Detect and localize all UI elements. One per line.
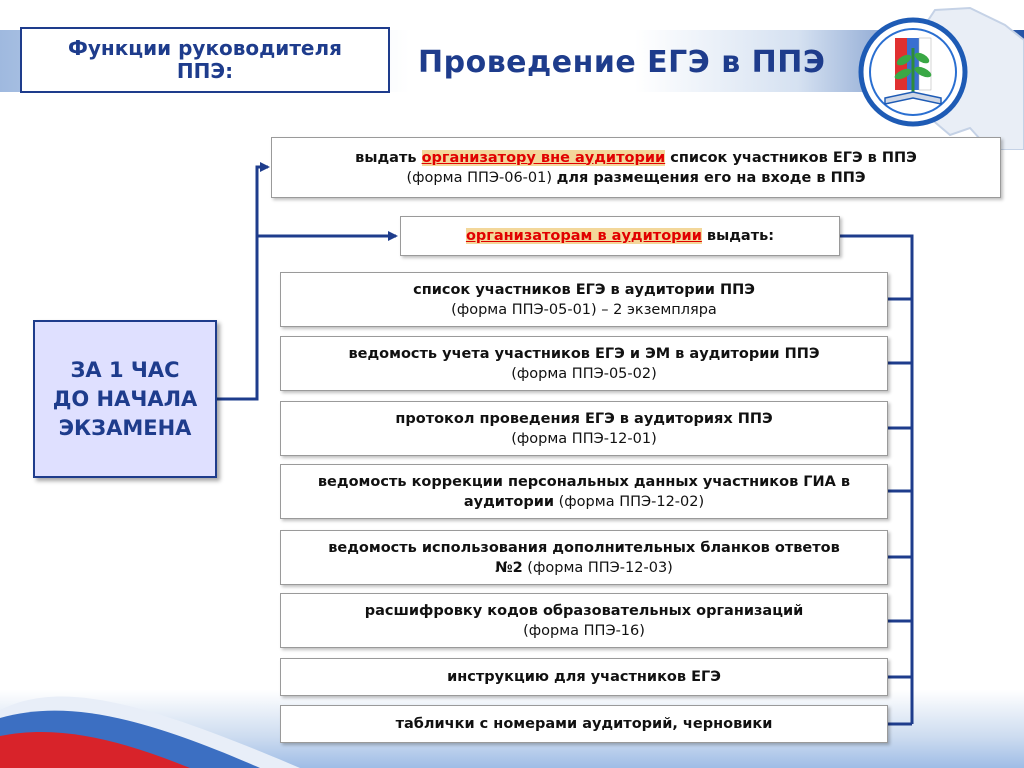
list-item: расшифровку кодов образовательных организаций (форма ППЭ-16) — [280, 593, 888, 648]
outside-organizer-line1: выдать организатору вне аудитории список участников ЕГЭ в ППЭ — [355, 149, 917, 166]
list-item: ведомость коррекции персональных данных участников ГИА в аудитории (форма ППЭ-12-02) — [280, 464, 888, 519]
list-item: ведомость учета участников ЕГЭ и ЭМ в аудитории ППЭ (форма ППЭ-05-02) — [280, 336, 888, 391]
list-item: инструкцию для участников ЕГЭ — [280, 658, 888, 696]
time-before-exam-box — [33, 320, 217, 478]
outside-organizer-box — [271, 137, 1001, 198]
highlight-outside-organizer: организатору вне аудитории — [421, 149, 666, 166]
list-item: протокол проведения ЕГЭ в аудиториях ППЭ (форма ППЭ-12-01) — [280, 401, 888, 456]
outside-organizer-line2: (форма ППЭ-06-01) для размещения его на входе в ППЭ — [406, 169, 866, 186]
highlight-room-organizers: организаторам в аудитории — [465, 228, 702, 244]
time-before-exam-label: ЗА 1 ЧАС ДО НАЧАЛА ЭКЗАМЕНА — [52, 357, 198, 440]
page-title: Проведение ЕГЭ в ППЭ — [418, 45, 826, 80]
list-item: список участников ЕГЭ в аудитории ППЭ (форма ППЭ-05-01) – 2 экземпляра — [280, 272, 888, 327]
list-item: таблички с номерами аудиторий, черновики — [280, 705, 888, 743]
room-organizers-box: организаторам в аудитории выдать: — [400, 216, 840, 256]
list-item: ведомость использования дополнительных бланков ответов №2 (форма ППЭ-12-03) — [280, 530, 888, 585]
functions-title: Функции руководителя ППЭ: — [68, 36, 342, 83]
